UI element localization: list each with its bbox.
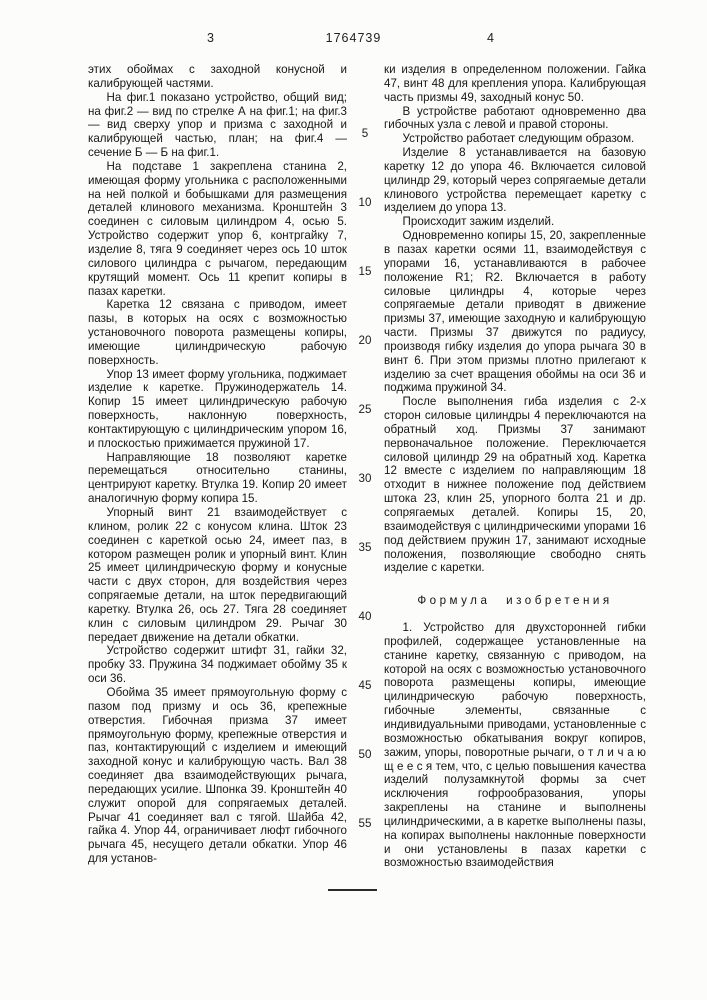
paragraph: Упорный винт 21 взаимодействует с клином, ролик 22 с конусом клина. Шток 23 соединен с кареткой осью 24, имеет паз, в котором размещен ролик и упорный винт. Клин 25 имеет цилиндрическую форму и конусные части с двух сторон, для воздействия через сопрягаемые детали, на шток передвигающий каретку. Втулка 26, ось 27. Тяга 28 соединяет клин с силовым цилиндром 29. Рычаг 30 передает движение на детали обкатки. bbox=[88, 506, 347, 644]
paragraph: Каретка 12 связана с приводом, имеет пазы, в которых на осях с возможностью установочного поворота размещены копиры, имеющие цилиндрическую рабочую поверхность. bbox=[88, 298, 347, 367]
paragraph: В устройстве работают одновременно два гибочных узла с левой и правой стороны. bbox=[384, 104, 646, 132]
paragraph: После выполнения гиба изделия с 2-х сторон силовые цилиндры 4 переключаются на обратный ход. Призмы 37 занимают первоначальное положение. Переключается силовой цилиндр 29 на обратный ход. Каретка 12 вместе с изделием по направляющим 18 отходит в нижнее положение под действием штока 23, клин 25, упорного болта 21 и др. сопрягаемых деталей. Копиры 15, 20, взаимодействуя с цилиндрическими упорами 16 под действием пружин 17, занимают исходные положения, позволяющие свободно снять изделие с каретки. bbox=[384, 395, 646, 575]
paragraph: ки изделия в определенном положении. Гайка 47, винт 48 для крепления упора. Калибрующая часть призмы 49, заходный конус 50. bbox=[384, 63, 646, 104]
line-number: 25 bbox=[358, 403, 372, 416]
line-number: 10 bbox=[358, 196, 372, 209]
paragraph: На подставе 1 закреплена станина 2, имеющая форму угольника с расположенными на ней полкой и бобышками для размещения деталей клинового механизма. Кронштейн 3 соединен с силовым цилиндром 4, осью 5. Устройство содержит упор 6, контргайку 7, изделие 8, тяга 9 соединяет через ось 10 шток силового цилиндра с рычагом, передающим крутящий момент. Ось 11 крепит копиры в пазах каретки. bbox=[88, 159, 347, 298]
patent-number: 1764739 bbox=[325, 31, 382, 45]
line-number: 15 bbox=[358, 265, 372, 278]
right-text-column bbox=[384, 63, 646, 870]
left-text-column bbox=[88, 63, 347, 866]
line-number: 45 bbox=[358, 679, 372, 692]
left-page-number: 3 bbox=[207, 31, 214, 45]
line-number: 40 bbox=[358, 610, 372, 623]
paragraph: Устройство работает следующим образом. bbox=[402, 132, 635, 146]
paragraph: этих обоймах с заходной конусной и калибрующей частями. bbox=[88, 63, 347, 90]
line-number: 35 bbox=[358, 541, 372, 554]
right-column-description bbox=[384, 63, 646, 575]
claims-section-heading: Формула изобретения bbox=[417, 594, 613, 608]
paragraph: Обойма 35 имеет прямоугольную форму с пазом под призму и ось 36, крепежные отверстия. Гибочная призма 37 имеет прямоугольную форму, крепежные отверстия и паз, контактирующий с изделием и имеющий заходной конус и калибрующую часть. Вал 38 соединяет два взаимодействующих рычага, передающих усилие. Шпонка 39. Кронштейн 40 служит опорой для сопрягаемых деталей. Рычаг 41 соединяет вал с тягой. Шайба 42, гайка 4. Упор 44, ограничивает люфт гибочного рычага 45, несущего детали обкатки. Упор 46 для установ- bbox=[88, 685, 347, 866]
column-end-rule bbox=[328, 889, 377, 891]
paragraph: Изделие 8 устанавливается на базовую каретку 12 до упора 46. Включается силовой цилиндр 29, который через сопрягаемые детали клинового устройства перемещает каретку с изделием до упора 13. bbox=[384, 146, 646, 215]
line-number: 20 bbox=[358, 334, 372, 347]
line-number: 55 bbox=[358, 817, 372, 830]
paragraph: Направляющие 18 позволяют каретке перемещаться относительно станины, центрируют каретку. Втулка 19. Копир 20 имеет аналогичную форму копира 15. bbox=[88, 450, 347, 506]
paragraph: Устройство содержит штифт 31, гайки 32, пробку 33. Пружина 34 поджимает обойму 35 к оси 36. bbox=[88, 644, 347, 686]
paragraph: 1. Устройство для двухсторонней гибки профилей, содержащее установленные на станине каретку, связанную с приводом, на которой на осях с возможностью установочного поворота размещены копиры, имеющие цилиндрическую рабочую поверхность, гибочные элементы, связанные с индивидуальными приводами, установленные с возможностью обкатывания вокруг копиров, зажим, упоры, поворотные рычаги, о т л и ч а ю щ е е с я тем, что, с целью повышения качества изделий полузамкнутой формы за счет исключения гофрообразования, упоры закреплены на станине и выполнены цилиндрическими, а в каретке выполнены пазы, на копирах выполнены наклонные поверхности и они установлены в пазах каретки с возможностью взаимодействия bbox=[384, 621, 646, 870]
right-column-claims bbox=[384, 621, 646, 870]
right-page-number: 4 bbox=[487, 31, 494, 45]
line-number: 5 bbox=[361, 127, 369, 140]
paragraph: Упор 13 имеет форму угольника, поджимает изделие к каретке. Пружинодержатель 14. Копир 15 имеет цилиндрическую рабочую поверхность, наклонную поверхность, контактирующую с цилиндрическим упором 16, и плоскостью прижимается пружиной 17. bbox=[88, 367, 347, 450]
paragraph: Происходит зажим изделий. bbox=[402, 215, 555, 229]
line-number: 50 bbox=[358, 748, 372, 761]
paragraph: Одновременно копиры 15, 20, закрепленные в пазах каретки осями 11, взаимодействуя с упорами 16, устанавливаются в рабочее положение R1; R2. Включается в работу силовые цилиндры 4, которые через сопрягаемые детали приводят в движение призмы 37, имеющие заходную и калибрующую части. Призмы 37 движутся по радиусу, производя гибку изделия до упора рычага 30 в винт 6. При этом призмы плотно прилегают к изделию за счет вращения обоймы на оси 36 и поджима пружиной 34. bbox=[384, 229, 646, 395]
line-number: 30 bbox=[358, 472, 372, 485]
paragraph: На фиг.1 показано устройство, общий вид; на фиг.2 — вид по стрелке А на фиг.1; на фиг.3 — вид сверху упор и призма с заходной и калибрующей частью, план; на фиг.4 — сечение Б — Б на фиг.1. bbox=[88, 90, 347, 160]
